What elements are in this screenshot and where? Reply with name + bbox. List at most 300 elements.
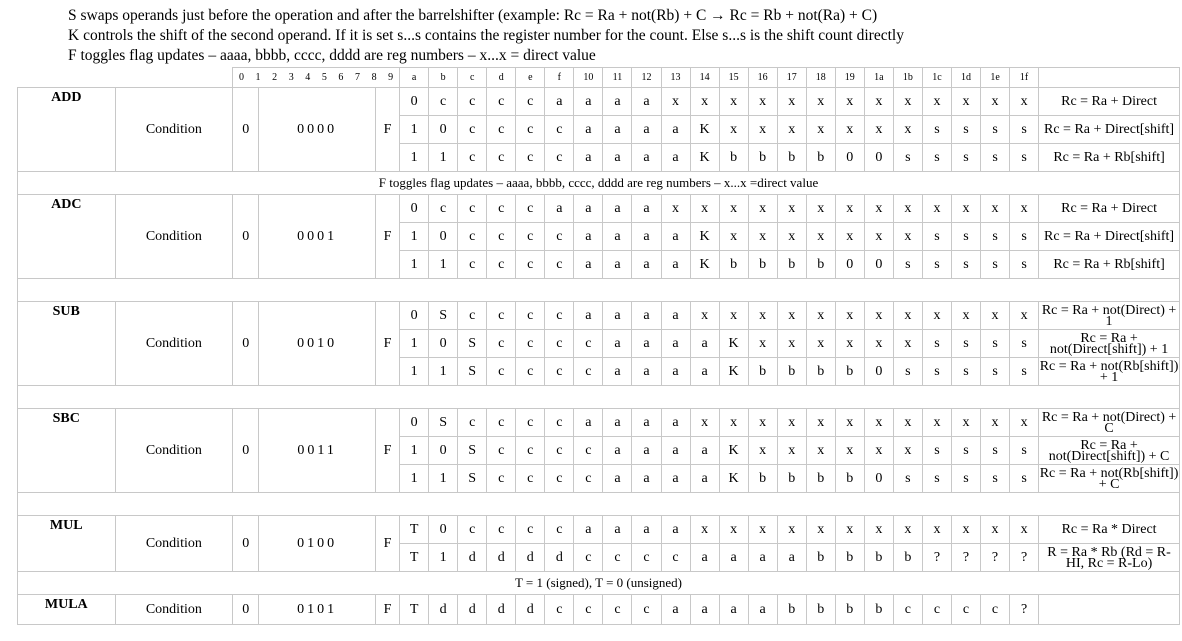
bit-cell: b [719,251,748,279]
bit-cell: s [893,251,922,279]
bit-cell: s [893,144,922,172]
bit-cell: x [690,88,719,116]
bit-cell: a [574,144,603,172]
bit-cell: c [487,330,516,358]
bit-header-group-low [233,68,400,88]
bit-cell: a [661,358,690,386]
bit-cell: b [835,544,864,572]
bit-cell: x [748,437,777,465]
bit-cell: x [719,88,748,116]
bit-cell: c [922,595,951,625]
operation-description: Rc = Ra + not(Rb[shift]) + C [1039,465,1179,492]
bit-header: 18 [806,68,835,88]
bit-cell: x [951,88,980,116]
bit-header: 1c [922,68,951,88]
bit-cell: b [806,465,835,493]
bit-cell: a [777,544,806,572]
bit-cell: 1 [400,223,429,251]
bit-cell: c [516,88,545,116]
bit-cell: x [893,516,922,544]
bit-cell: 0 [864,465,893,493]
instruction-note [18,386,1180,409]
bit-cell: x [1010,516,1039,544]
bit-cell: d [487,595,516,625]
bit-cell: x [835,409,864,437]
bit-cell: a [661,409,690,437]
zero-bit: 0 [233,409,259,493]
bit-cell: 0 [429,330,458,358]
bit-cell: x [1010,302,1039,330]
bit-cell: a [574,251,603,279]
bit-cell: a [632,465,661,493]
operation-description: Rc = Ra + Direct [1039,88,1180,116]
bit-cell: b [806,595,835,625]
bit-header-row [18,68,1180,88]
zero-bit: 0 [233,516,259,572]
bit-cell: x [893,223,922,251]
zero-bit: 0 [233,195,259,279]
bit-cell: a [661,251,690,279]
bit-cell: a [632,88,661,116]
bit-cell: d [487,544,516,572]
bit-cell: x [835,330,864,358]
bit-cell: x [777,116,806,144]
bit-cell: x [748,330,777,358]
bit-cell: c [516,223,545,251]
separator-row [18,386,1180,409]
bit-cell: 0 [835,144,864,172]
bit-cell: x [893,195,922,223]
bit-cell: x [719,302,748,330]
bit-cell: s [1010,465,1039,493]
bit-cell: c [981,595,1010,625]
bit-cell: s [922,116,951,144]
opcode-field: 0001 [259,195,376,279]
bit-header: 12 [632,68,661,88]
bit-cell: x [835,437,864,465]
bit-cell: x [893,88,922,116]
bit-cell: c [516,465,545,493]
note-line-swap: S swaps operands just before the operation and after the barrelshifter (example: Rc = Ra + not(Rb) + C → Rc = Rb + not(Ra) + C) [68,7,878,24]
operation-description: R = Ra * Rb (Rd = R-HI, Rc = R-Lo) [1039,544,1180,572]
bit-cell: x [981,302,1010,330]
bit-cell: s [951,465,980,493]
bit-cell: s [951,437,980,465]
bit-cell: a [748,544,777,572]
bit-cell: x [864,409,893,437]
bit-cell: x [1010,88,1039,116]
instruction-encoding-table [17,67,1180,625]
bit-cell: ? [951,544,980,572]
bit-cell: ? [981,544,1010,572]
bit-cell: a [632,144,661,172]
bit-header: 16 [748,68,777,88]
bit-cell: s [1010,144,1039,172]
bit-cell: b [777,465,806,493]
bit-cell: c [516,302,545,330]
bit-cell: a [661,437,690,465]
bit-cell: x [806,409,835,437]
bit-cell: a [690,595,719,625]
bit-cell: K [690,144,719,172]
condition-field: Condition [115,409,233,493]
bit-cell: d [545,544,574,572]
bit-cell: s [981,116,1010,144]
bit-cell: x [777,88,806,116]
separator-row [18,279,1180,302]
bit-cell: x [690,516,719,544]
bit-cell: c [487,437,516,465]
bit-cell: x [951,409,980,437]
bit-cell: c [516,516,545,544]
encoding-row [18,595,1180,625]
flag-bit: F [375,516,399,572]
operation-description: Rc = Ra + Direct[shift] [1039,223,1180,251]
bit-header: 17 [777,68,806,88]
bit-cell: S [458,465,487,493]
bit-cell: x [719,116,748,144]
bit-cell: 1 [429,358,458,386]
bit-cell: a [690,465,719,493]
bit-cell: x [806,116,835,144]
bit-cell: T [400,544,429,572]
bit-header: 10 [574,68,603,88]
bit-cell: x [748,195,777,223]
bit-cell: a [632,330,661,358]
bit-cell: c [458,223,487,251]
operation-description: Rc = Ra + not(Direct[shift]) + C [1039,437,1180,465]
bit-cell: 1 [400,251,429,279]
bit-header: f [545,68,574,88]
bit-header: 3 [288,72,294,83]
bit-cell: c [574,544,603,572]
bit-cell: a [690,437,719,465]
header-blank [18,68,233,88]
bit-header: d [487,68,516,88]
flag-bit: F [375,302,399,386]
operation-description: Rc = Ra + Rb[shift] [1039,251,1180,279]
bit-cell: a [719,595,748,625]
bit-cell: s [893,465,922,493]
bit-cell: s [1010,223,1039,251]
bit-cell: x [864,116,893,144]
bit-cell: s [922,465,951,493]
bit-cell: x [864,437,893,465]
bit-cell: c [458,251,487,279]
bit-cell: x [981,409,1010,437]
instruction-name: SUB [18,302,116,386]
condition-field: Condition [115,302,233,386]
bit-cell: 0 [864,251,893,279]
bit-header: 1b [893,68,922,88]
bit-cell: b [748,251,777,279]
bit-cell: s [922,437,951,465]
bit-header: a [400,68,429,88]
bit-cell: s [981,358,1010,386]
bit-cell: x [690,302,719,330]
bit-cell: a [748,595,777,625]
bit-cell: s [922,330,951,358]
operation-description: Rc = Ra + not(Direct[shift]) + 1 [1039,330,1180,358]
bit-header: 14 [690,68,719,88]
bit-cell: K [690,223,719,251]
bit-cell: c [487,223,516,251]
bit-cell: S [429,302,458,330]
bit-cell: 0 [429,437,458,465]
bit-cell: b [835,595,864,625]
bit-cell: c [487,116,516,144]
bit-cell: b [806,358,835,386]
bit-cell: b [893,544,922,572]
bit-cell: K [690,116,719,144]
bit-cell: a [661,465,690,493]
bit-cell: c [661,544,690,572]
bit-cell: 0 [429,116,458,144]
bit-cell: 0 [429,223,458,251]
bit-cell: x [981,88,1010,116]
bit-cell: s [1010,330,1039,358]
bit-cell: x [806,88,835,116]
flag-bit: F [375,88,399,172]
bit-header: 7 [355,72,360,83]
bit-cell: a [603,302,632,330]
header-desc-blank [1039,68,1180,88]
bit-cell: c [545,437,574,465]
bit-cell: a [603,88,632,116]
bit-cell: x [893,409,922,437]
bit-cell: c [893,595,922,625]
bit-cell: c [516,409,545,437]
bit-cell: S [458,330,487,358]
bit-cell: c [574,358,603,386]
bit-cell: c [603,544,632,572]
bit-cell: a [603,223,632,251]
bit-header: 1 [255,72,261,83]
bit-cell: c [545,251,574,279]
bit-cell: 1 [429,144,458,172]
bit-cell: x [777,195,806,223]
operation-description: Rc = Ra + Direct[shift] [1039,116,1180,144]
bit-cell: a [603,358,632,386]
bit-cell: c [487,358,516,386]
bit-cell: x [864,302,893,330]
bit-cell: x [806,195,835,223]
encoding-row [18,195,1180,223]
bit-cell: x [777,409,806,437]
bit-cell: a [574,516,603,544]
condition-field: Condition [115,595,233,625]
bit-header: c [458,68,487,88]
bit-cell: d [516,595,545,625]
bit-cell: 1 [400,144,429,172]
instruction-name: MULA [18,595,116,625]
bit-cell: x [661,88,690,116]
bit-cell: x [922,88,951,116]
bit-cell: K [719,465,748,493]
bit-cell: c [487,465,516,493]
bit-cell: a [603,195,632,223]
bit-cell: x [835,116,864,144]
encoding-row [18,88,1180,116]
bit-cell: 0 [400,302,429,330]
bit-cell: c [487,251,516,279]
bit-cell: x [661,195,690,223]
bit-cell: 0 [400,409,429,437]
bit-cell: c [487,302,516,330]
bit-cell: x [835,516,864,544]
bit-cell: s [981,251,1010,279]
bit-cell: c [545,409,574,437]
bit-cell: c [545,330,574,358]
bit-header: 13 [661,68,690,88]
bit-cell: x [864,223,893,251]
bit-cell: a [603,437,632,465]
zero-bit: 0 [233,595,259,625]
operation-description: Rc = Ra + not(Direct) + C [1039,409,1180,437]
bit-cell: s [981,144,1010,172]
separator-row [18,572,1180,595]
opcode-field: 0010 [259,302,376,386]
bit-cell: c [487,195,516,223]
bit-cell: 1 [400,330,429,358]
bit-cell: x [690,409,719,437]
bit-cell: x [777,223,806,251]
bit-cell: a [632,516,661,544]
bit-cell: x [951,516,980,544]
encoding-row [18,516,1180,544]
bit-cell: c [458,195,487,223]
bit-cell: a [661,223,690,251]
flag-bit: F [375,409,399,493]
bit-cell: x [922,409,951,437]
operation-description: Rc = Ra + not(Direct) + 1 [1039,302,1180,330]
bit-cell: x [893,437,922,465]
bit-cell: b [719,144,748,172]
bit-cell: x [922,302,951,330]
bit-cell: x [806,302,835,330]
bit-cell: s [893,358,922,386]
bit-cell: c [429,88,458,116]
bit-cell: x [806,516,835,544]
bit-cell: b [835,358,864,386]
bit-cell: b [806,544,835,572]
bit-cell: a [574,195,603,223]
bit-cell: c [545,358,574,386]
opcode-field: 0011 [259,409,376,493]
bit-cell: b [777,251,806,279]
note-line-shift: K controls the shift of the second operand. If it is set s...s contains the register number for the count. Else s...s is the shift count directly [68,27,904,44]
bit-cell: s [981,330,1010,358]
bit-cell: T [400,595,429,625]
flag-bit: F [375,595,399,625]
bit-cell: b [748,358,777,386]
bit-cell: x [748,302,777,330]
bit-cell: a [545,88,574,116]
bit-cell: c [545,116,574,144]
bit-cell: c [545,595,574,625]
opcode-field: 0101 [259,595,376,625]
bit-cell: x [719,409,748,437]
bit-cell: b [748,465,777,493]
bit-cell: c [516,437,545,465]
zero-bit: 0 [233,302,259,386]
bit-cell: T [400,516,429,544]
bit-cell: c [487,88,516,116]
bit-cell: s [1010,358,1039,386]
bit-cell: b [777,144,806,172]
notes [68,6,904,66]
bit-cell: c [951,595,980,625]
bit-header: 2 [272,72,278,83]
bit-cell: d [458,544,487,572]
bit-cell: x [1010,409,1039,437]
bit-cell: s [1010,116,1039,144]
bit-cell: c [632,595,661,625]
bit-cell: x [777,330,806,358]
bit-cell: c [458,116,487,144]
operation-description: Rc = Ra + Direct [1039,195,1180,223]
bit-cell: x [864,516,893,544]
bit-cell: 0 [864,358,893,386]
bit-cell: a [574,409,603,437]
bit-header: b [429,68,458,88]
bit-cell: c [429,195,458,223]
bit-cell: x [835,223,864,251]
bit-header: 11 [603,68,632,88]
bit-header: 9 [388,72,394,83]
bit-cell: x [864,330,893,358]
bit-cell: c [574,465,603,493]
bit-cell: x [864,195,893,223]
bit-cell: c [632,544,661,572]
bit-cell: c [458,144,487,172]
condition-field: Condition [115,516,233,572]
bit-header: 1f [1010,68,1039,88]
bit-cell: 0 [864,144,893,172]
bit-cell: b [835,465,864,493]
bit-cell: K [719,330,748,358]
bit-cell: S [429,409,458,437]
bit-cell: a [632,223,661,251]
bit-cell: x [922,516,951,544]
bit-header: e [516,68,545,88]
opcode-field: 0000 [259,88,376,172]
bit-cell: c [458,88,487,116]
bit-cell: x [748,409,777,437]
bit-cell: c [516,358,545,386]
flag-bit: F [375,195,399,279]
bit-cell: a [661,595,690,625]
bit-cell: 1 [429,465,458,493]
bit-cell: x [893,330,922,358]
bit-cell: a [603,409,632,437]
bit-cell: c [545,144,574,172]
bit-cell: c [574,595,603,625]
bit-cell: 1 [429,251,458,279]
bit-cell: 0 [400,88,429,116]
bit-cell: ? [1010,544,1039,572]
bit-cell: b [806,144,835,172]
bit-cell: s [1010,437,1039,465]
bit-cell: a [661,302,690,330]
bit-cell: b [864,595,893,625]
bit-cell: x [806,223,835,251]
bit-cell: d [516,544,545,572]
bit-cell: K [719,358,748,386]
bit-cell: x [806,330,835,358]
operation-description: Rc = Ra + Rb[shift] [1039,144,1180,172]
bit-header: 5 [321,72,327,83]
